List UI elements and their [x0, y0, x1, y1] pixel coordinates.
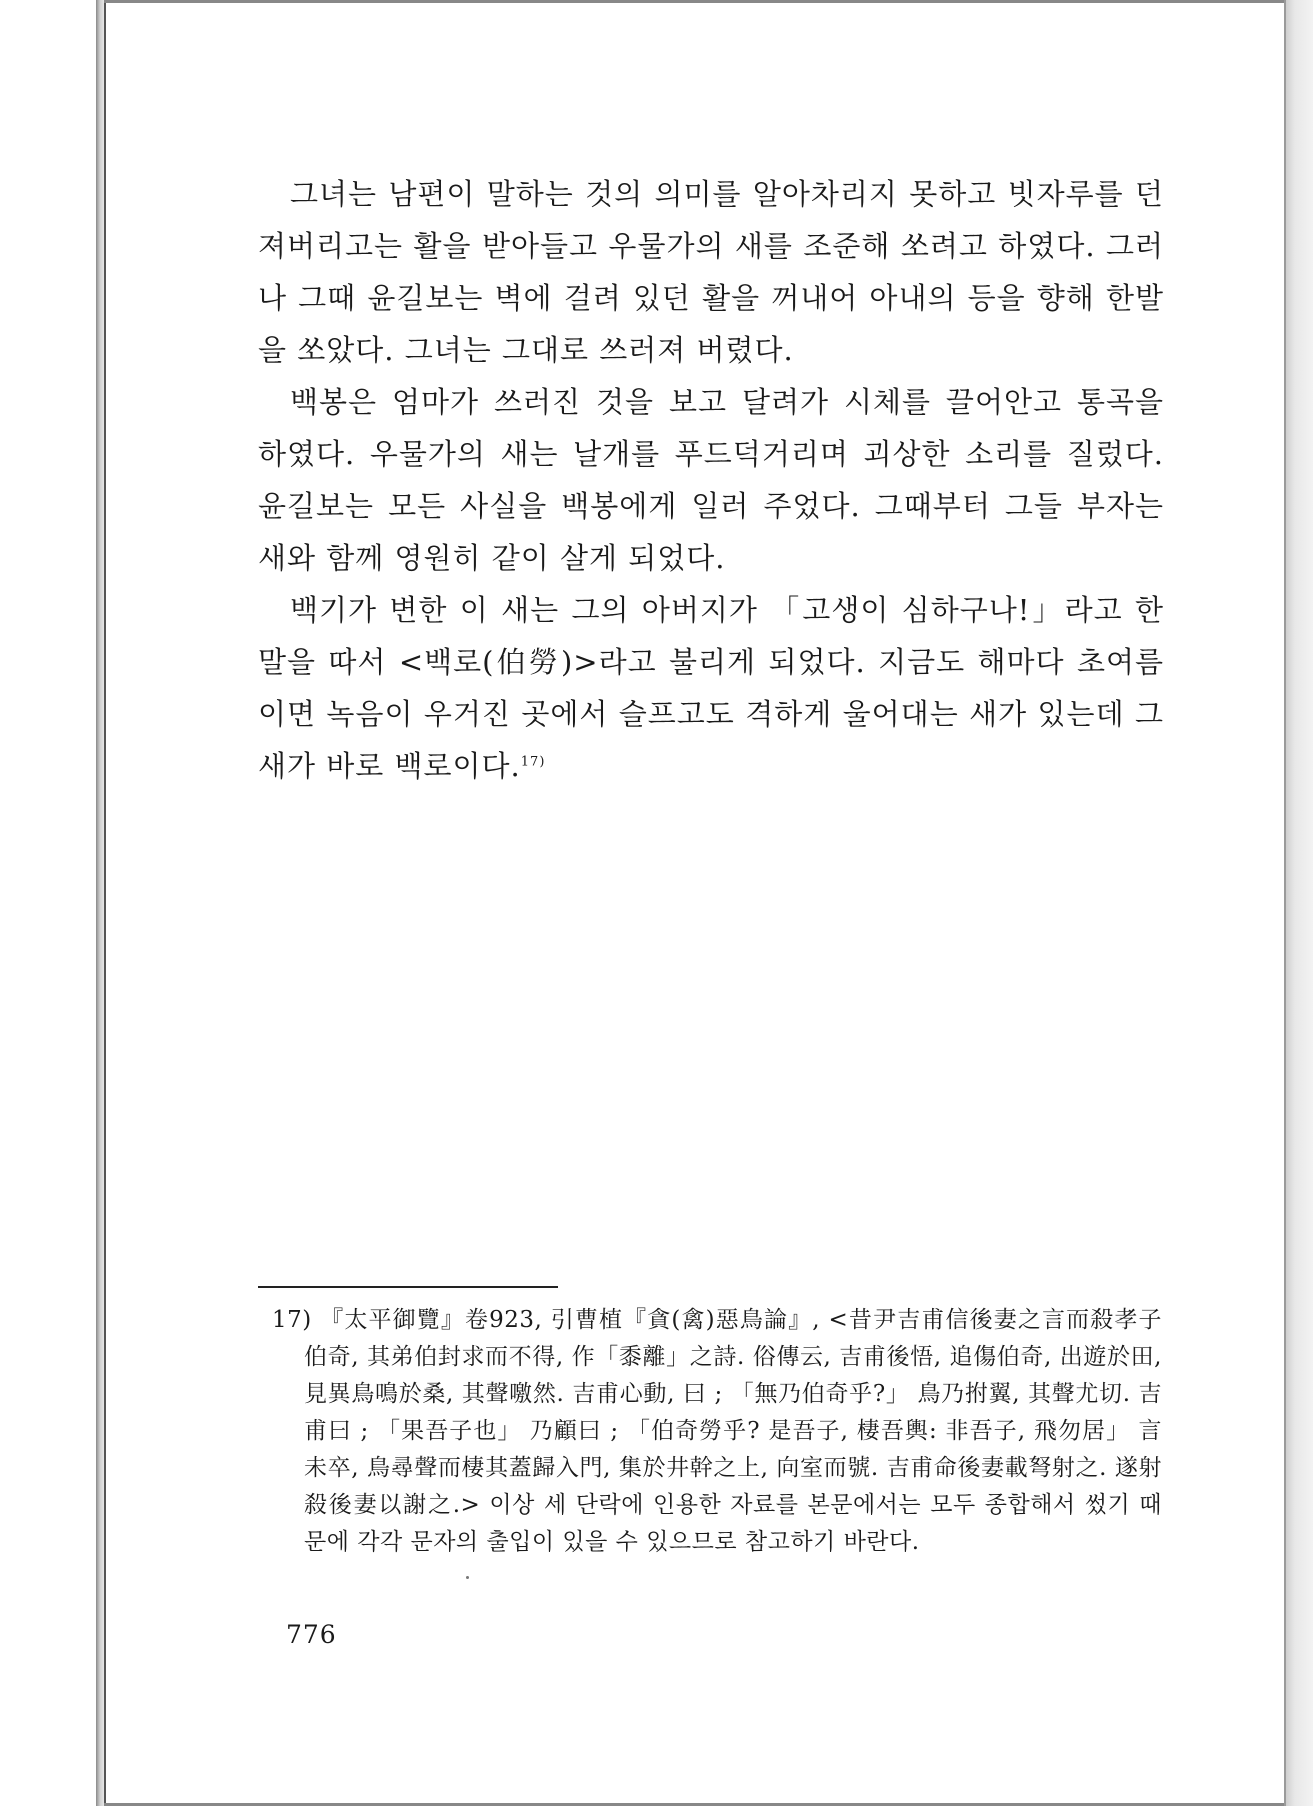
footnote-entry — [272, 1302, 1162, 1561]
footnote-text: 『太平御覽』卷923, 引曹植『貪(禽)惡鳥論』, <昔尹吉甫信後妻之言而殺孝子伯奇, 其弟伯封求而不得, 作「黍離」之詩. 俗傳云, 吉甫後悟, 追傷伯奇, 出遊於田, 見異鳥鳴於桑, 其聲噭然. 吉甫心動, 曰 ; 「無乃伯奇乎?」 鳥乃拊翼, 其聲尤切. 吉甫曰 ; 「果吾子也」 乃顧曰 ; 「伯奇勞乎? 是吾子, 棲吾輿: 非吾子, 飛勿居」 言未卒, 鳥尋聲而棲其蓋歸入門, 集於井幹之上, 向室而號. 吉甫命後妻載弩射之. 遂射殺後妻以謝之.> 이상 세 단락에 인용한 자료를 본문에서는 모두 종합해서 썼기 때문에 각각 문자의 출입이 있을 수 있으므로 참고하기 바란다. — [304, 1307, 1162, 1555]
page-number: 776 — [286, 1620, 337, 1649]
paragraph-1: 그녀는 남편이 말하는 것의 의미를 알아차리지 못하고 빗자루를 던져버리고는 활을 받아들고 우물가의 새를 조준해 쏘려고 하였다. 그러나 그때 윤길보는 벽에 걸려 있던 활을 꺼내어 아내의 등을 향해 한발을 쏘았다. 그녀는 그대로 쓰러져 버렸다. — [258, 177, 1164, 367]
footnote-divider — [258, 1286, 558, 1288]
main-text — [258, 168, 1164, 792]
footnote-number: 17) — [272, 1307, 312, 1333]
paragraph-3-text: 백기가 변한 이 새는 그의 아버지가 「고생이 심하구나!」라고 한 말을 따서 <백로(伯勞)>라고 불리게 되었다. 지금도 해마다 초여름이면 녹음이 우거진 곳에서 슬프고도 격하게 울어대는 새가 있는데 그 새가 바로 백로이다. — [258, 593, 1164, 783]
footnote — [272, 1302, 1162, 1561]
footnote-reference: 17) — [520, 754, 546, 770]
paragraph-3 — [258, 584, 1164, 792]
page-right-edge-shadow — [1284, 0, 1313, 1806]
paragraph-2: 백봉은 엄마가 쓰러진 것을 보고 달려가 시체를 끌어안고 통곡을 하였다. 우물가의 새는 날개를 푸드덕거리며 괴상한 소리를 질렀다. 윤길보는 모든 사실을 백봉에게 일러 주었다. 그때부터 그들 부자는 새와 함께 영원히 같이 살게 되었다. — [258, 385, 1164, 575]
scan-speck — [466, 1576, 469, 1579]
